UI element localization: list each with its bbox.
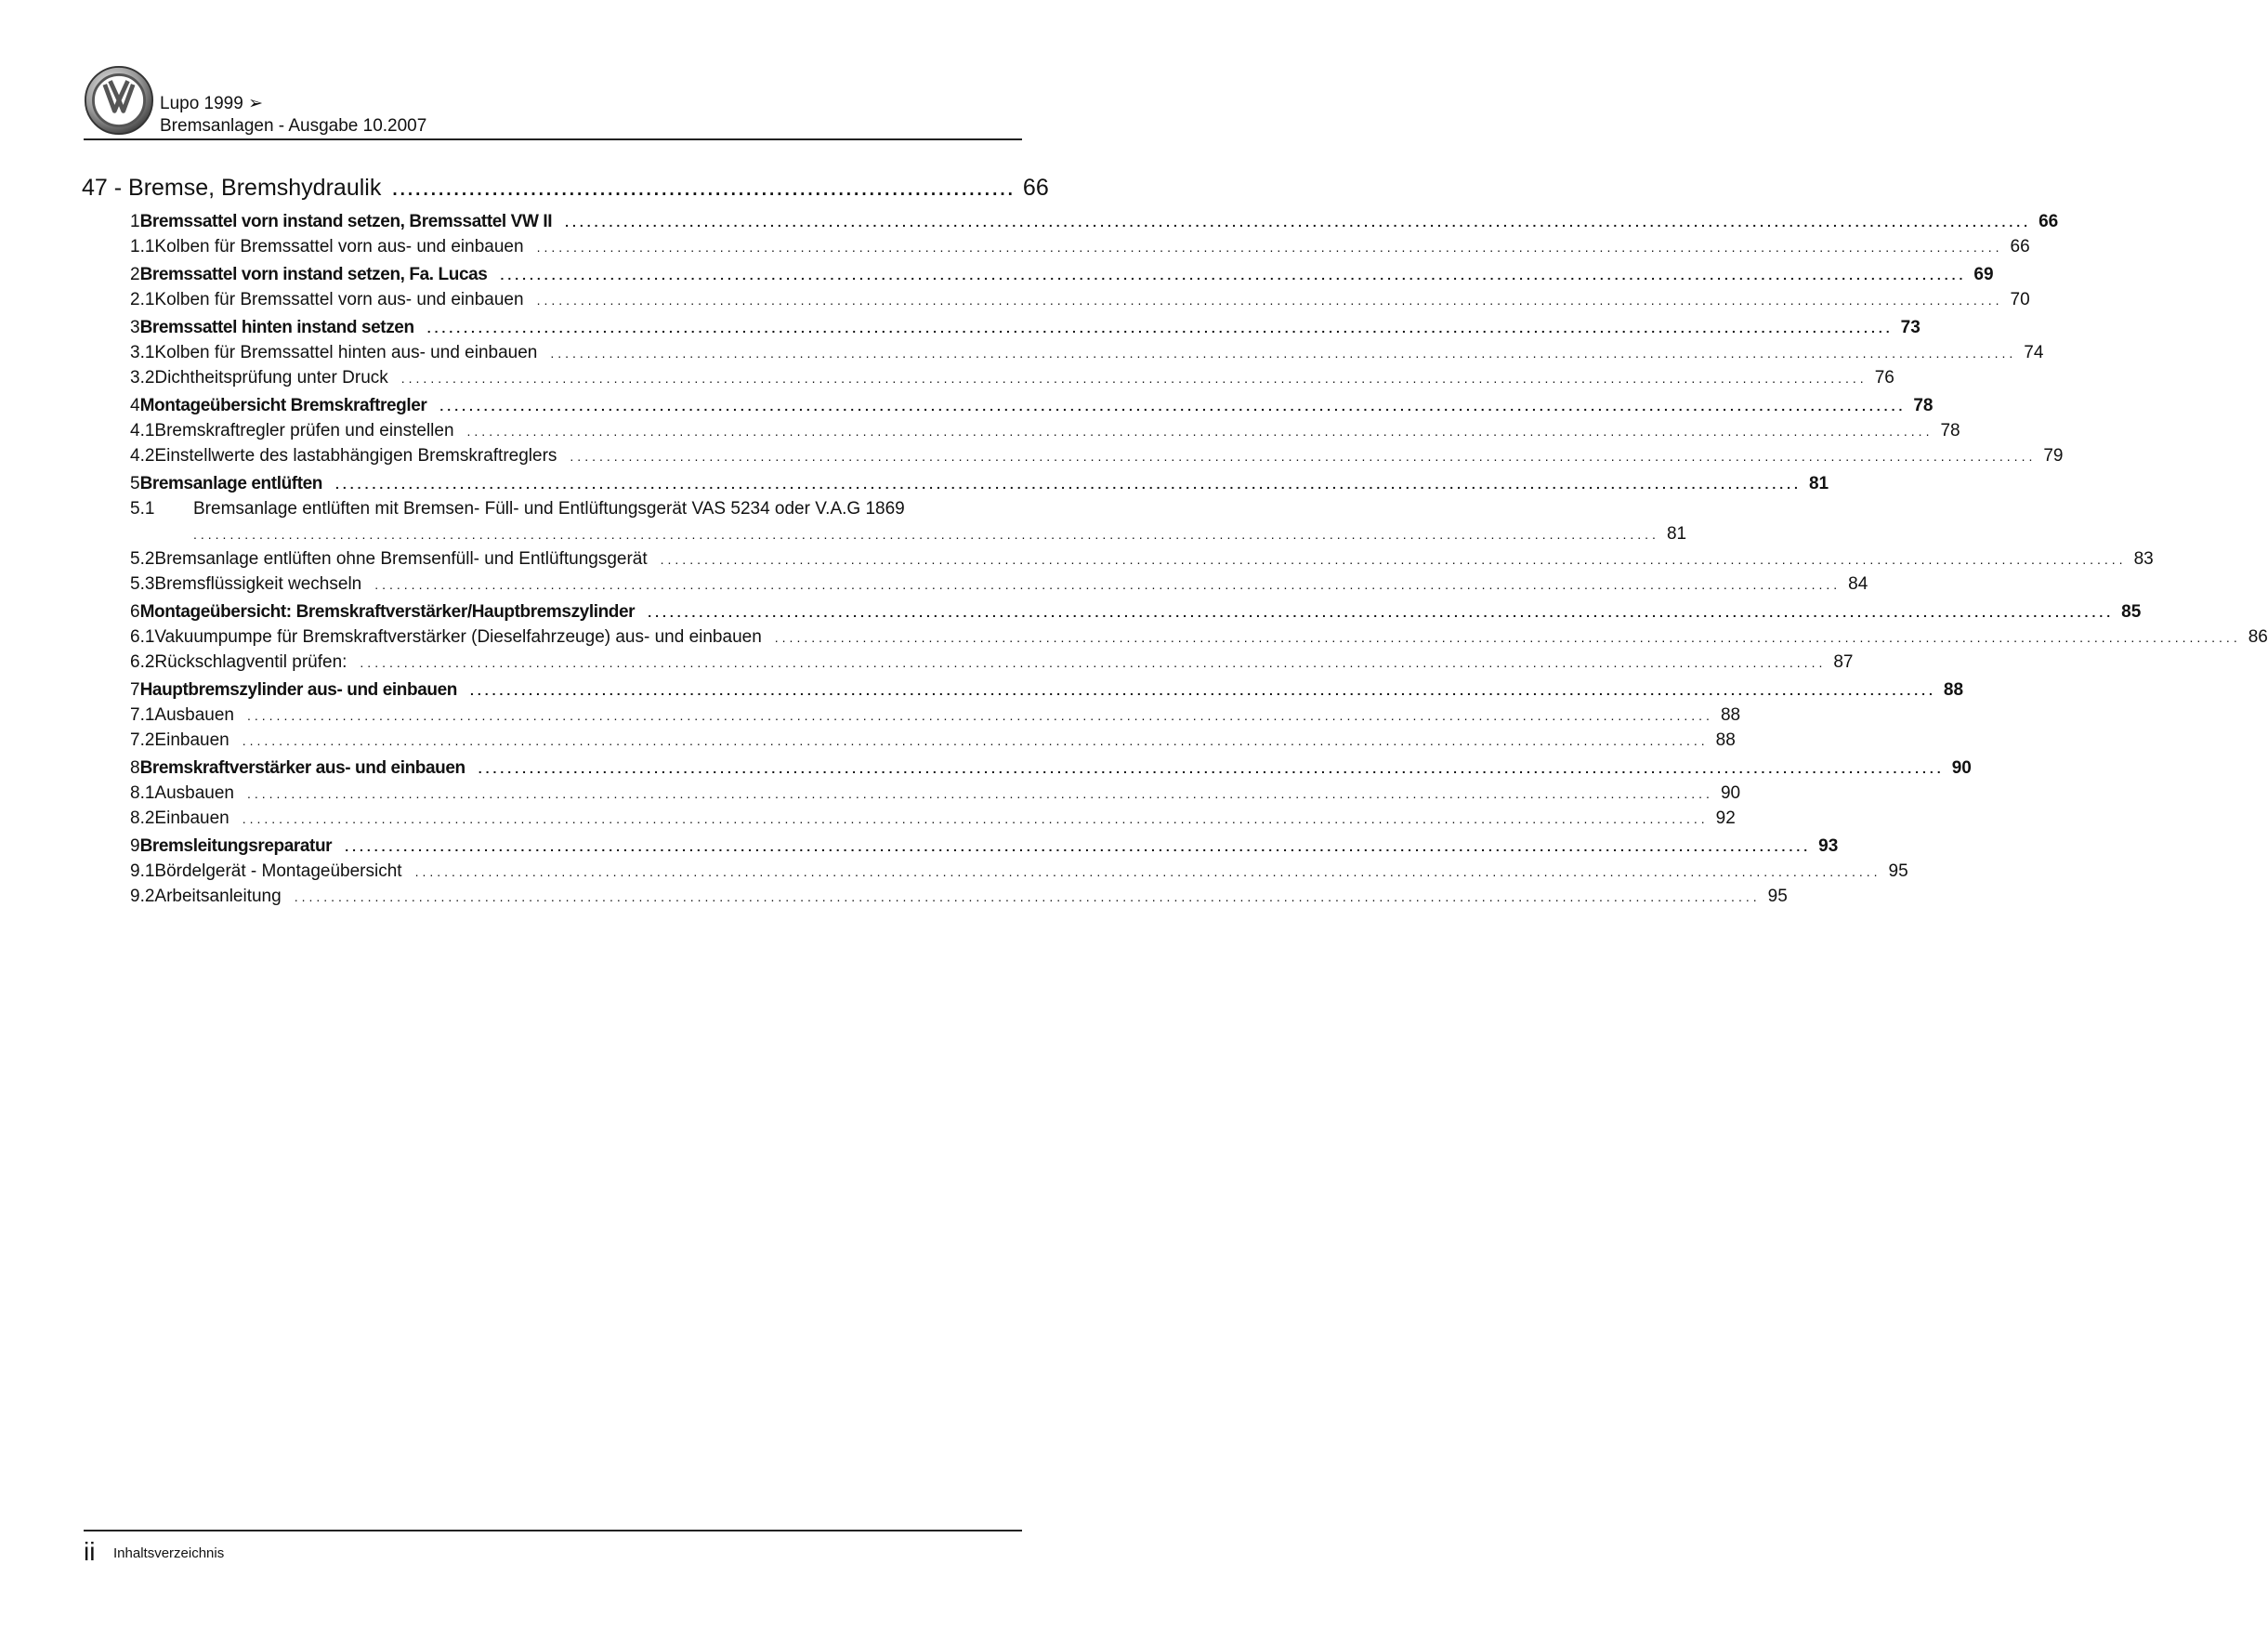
dot-leader: ........................................................................................................................................................................................................ xyxy=(345,839,1812,854)
entry-title: Ausbauen xyxy=(154,705,234,725)
header-subtitle: Bremsanlagen - Ausgabe 10.2007 xyxy=(160,116,427,136)
dot-leader: ........................................................................................................................................................................................................ xyxy=(648,605,2115,620)
chapter-title: 47 - Bremse, Bremshydraulik xyxy=(82,175,382,201)
toc-subsection[interactable] xyxy=(82,446,2064,471)
footer-section: Inhaltsverzeichnis xyxy=(113,1545,225,1561)
entry-number: 2.1 xyxy=(130,290,155,309)
toc-subsection[interactable] xyxy=(82,783,1741,808)
dot-leader: ........................................................................................................................................................................................................ xyxy=(247,708,1713,723)
entry-page: 92 xyxy=(1715,808,1736,828)
dot-leader: ........................................................................................................................................................................................................ xyxy=(242,733,1709,748)
entry-number: 5 xyxy=(130,474,140,493)
dot-leader: ........................................................................................................................................................................................................ xyxy=(242,811,1709,826)
dot-leader: ........................................................................................................................................................................................................ xyxy=(439,399,1907,414)
entry-number: 9 xyxy=(130,836,140,856)
toc-subsection[interactable] xyxy=(82,627,2268,652)
entry-title: Montageübersicht: Bremskraftverstärker/Hauptbremszylinder xyxy=(139,602,636,622)
header-model: Lupo 1999 ➢ xyxy=(160,94,264,113)
entry-number: 9.2 xyxy=(130,887,155,906)
entry-page: 70 xyxy=(2010,290,2030,309)
entry-title: Kolben für Bremssattel vorn aus- und einbauen xyxy=(154,237,524,256)
chapter-page: 66 xyxy=(1022,175,1049,201)
entry-title: Bremssattel vorn instand setzen, Fa. Lucas xyxy=(139,265,488,284)
entry-number: 4.1 xyxy=(130,421,155,440)
toc-subsection[interactable] xyxy=(82,549,2154,574)
entry-title: Bremssattel vorn instand setzen, Bremssattel VW II xyxy=(139,212,553,231)
entry-number: 5.3 xyxy=(130,574,155,594)
entry-title: Kolben für Bremssattel hinten aus- und einbauen xyxy=(154,343,538,362)
entry-page: 88 xyxy=(1715,730,1736,750)
toc-subsection[interactable] xyxy=(82,861,1908,887)
entry-title: Bremsflüssigkeit wechseln xyxy=(154,574,362,594)
entry-number: 7 xyxy=(130,680,140,700)
entry-page: 84 xyxy=(1848,574,1868,594)
toc-section[interactable] xyxy=(82,318,1921,343)
toc-section[interactable] xyxy=(82,396,1934,421)
entry-number: 5.2 xyxy=(130,549,155,569)
toc-section[interactable] xyxy=(82,758,1972,783)
entry-title: Vakuumpumpe für Bremskraftverstärker (Dieselfahrzeuge) aus- und einbauen xyxy=(154,627,762,647)
toc-section[interactable] xyxy=(82,602,2142,627)
entry-number: 8.1 xyxy=(130,783,155,803)
header-text xyxy=(160,93,426,138)
toc-subsection[interactable] xyxy=(82,237,2030,262)
entry-title: Hauptbremszylinder aus- und einbauen xyxy=(139,680,457,700)
dot-leader: ........................................................................................................................................................................................................ xyxy=(294,889,1761,904)
toc-entry[interactable] xyxy=(82,499,1687,549)
entry-page: 81 xyxy=(1808,474,1829,493)
entry-page: 79 xyxy=(2043,446,2064,466)
entry-page: 90 xyxy=(1720,783,1741,803)
dot-leader: ........................................................................................................................................................................................................ xyxy=(478,761,1945,776)
entry-title: Bördelgerät - Montageübersicht xyxy=(154,861,402,881)
toc-subsection[interactable] xyxy=(82,730,1736,756)
entry-page: 76 xyxy=(1874,368,1894,388)
table-of-contents xyxy=(82,175,2268,912)
dot-leader: ........................................................................................................................................................................................................ xyxy=(414,864,1881,879)
entry-title: Kolben für Bremssattel vorn aus- und einbauen xyxy=(154,290,524,309)
entry-page: 95 xyxy=(1888,861,1908,881)
entry-title: Bremskraftregler prüfen und einstellen xyxy=(154,421,454,440)
toc-section[interactable] xyxy=(82,265,1994,290)
toc-subsection[interactable] xyxy=(82,290,2030,315)
page-footer xyxy=(84,1530,1022,1567)
entry-number: 7.1 xyxy=(130,705,155,725)
dot-leader: ........................................................................................................................................................................................................ xyxy=(550,346,2017,361)
entry-page: 66 xyxy=(2039,212,2059,231)
entry-title: Einbauen xyxy=(154,730,229,750)
entry-page: 81 xyxy=(1666,524,1687,544)
toc-chapter[interactable] xyxy=(82,175,1049,212)
footer-divider xyxy=(84,1530,1022,1531)
dot-leader: ................................................................................. xyxy=(392,180,1016,200)
entry-page: 69 xyxy=(1973,265,1994,284)
dot-leader: ........................................................................................................................................................................................................ xyxy=(247,786,1713,801)
entry-number: 6.2 xyxy=(130,652,155,672)
entry-number: 8 xyxy=(130,758,140,778)
toc-subsection[interactable] xyxy=(82,421,1960,446)
entry-number: 9.1 xyxy=(130,861,155,881)
entry-number: 3.1 xyxy=(130,343,155,362)
entry-number: 6.1 xyxy=(130,627,155,647)
entry-title: Montageübersicht Bremskraftregler xyxy=(139,396,427,415)
toc-subsection[interactable] xyxy=(82,887,1788,912)
entry-page: 93 xyxy=(1818,836,1839,856)
dot-leader: ........................................................................................................................................................................................................ xyxy=(536,240,2003,255)
toc-entries xyxy=(82,212,2268,912)
entry-page: 78 xyxy=(1940,421,1960,440)
dot-leader: ........................................................................................................................................................................................................ xyxy=(660,552,2127,567)
entry-title: Bremsleitungsreparatur xyxy=(139,836,333,856)
entry-number: 6 xyxy=(130,602,140,622)
toc-subsection[interactable] xyxy=(82,705,1741,730)
footer-page-number: ii xyxy=(84,1537,96,1566)
toc-section[interactable] xyxy=(82,474,1829,499)
toc-subsection[interactable] xyxy=(82,808,1736,834)
toc-subsection[interactable] xyxy=(82,652,1854,677)
entry-page: 73 xyxy=(1900,318,1921,337)
entry-title: Bremsanlage entlüften ohne Bremsenfüll- und Entlüftungsgerät xyxy=(154,549,648,569)
entry-number: 7.2 xyxy=(130,730,155,750)
toc-subsection[interactable] xyxy=(82,343,2044,368)
entry-number: 3.2 xyxy=(130,368,155,388)
toc-subsection[interactable] xyxy=(82,368,1894,393)
dot-leader: ........................................................................................................................................................................................................ xyxy=(335,477,1802,492)
entry-page: 95 xyxy=(1767,887,1788,906)
entry-number: 5.1 xyxy=(130,499,155,519)
page-header xyxy=(84,65,1022,139)
dot-leader: ........................................................................................................................................................................................................ xyxy=(774,630,2241,645)
toc-section[interactable] xyxy=(82,680,1964,705)
entry-page: 88 xyxy=(1720,705,1741,725)
toc-section[interactable] xyxy=(82,212,2059,237)
entry-title: Bremsanlage entlüften mit Bremsen- Füll- und Entlüftungsgerät VAS 5234 oder V.A.G 1869 xyxy=(193,499,905,519)
entry-page: 88 xyxy=(1943,680,1964,700)
entry-page: 74 xyxy=(2024,343,2044,362)
entry-page: 87 xyxy=(1833,652,1854,672)
dot-leader: ........................................................................................................................................................................................................ xyxy=(565,215,2032,230)
entry-page: 66 xyxy=(2010,237,2030,256)
entry-title: Bremssattel hinten instand setzen xyxy=(139,318,414,337)
entry-page: 90 xyxy=(1951,758,1972,778)
dot-leader: ........................................................................................................................................................................................................ xyxy=(360,655,1827,670)
dot-leader: ........................................................................................................................................................................................................ xyxy=(536,293,2003,308)
dot-leader: ........................................................................................................................................................................................................ xyxy=(466,424,1934,439)
entry-title: Ausbauen xyxy=(154,783,234,803)
dot-leader: ........................................................................................................................................................................................................ xyxy=(426,321,1894,335)
entry-page: 86 xyxy=(2248,627,2268,647)
entry-page: 83 xyxy=(2133,549,2154,569)
entry-title: Einstellwerte des lastabhängigen Bremskraftreglers xyxy=(154,446,557,466)
entry-number: 4.2 xyxy=(130,446,155,466)
entry-number: 1 xyxy=(130,212,140,231)
entry-number: 4 xyxy=(130,396,140,415)
vw-logo-icon xyxy=(84,65,154,136)
entry-number: 8.2 xyxy=(130,808,155,828)
dot-leader: ........................................................................................................................................................................................................ xyxy=(400,371,1868,386)
entry-title: Bremskraftverstärker aus- und einbauen xyxy=(139,758,465,778)
entry-title: Einbauen xyxy=(154,808,229,828)
dot-leader: ........................................................................................................................................................................................................ xyxy=(193,527,1659,542)
entry-title: Bremsanlage entlüften xyxy=(139,474,323,493)
entry-page: 85 xyxy=(2121,602,2142,622)
dot-leader: ........................................................................................................................................................................................................ xyxy=(570,449,2037,464)
toc-subsection[interactable] xyxy=(82,574,1868,599)
entry-number: 2 xyxy=(130,265,140,284)
dot-leader: ........................................................................................................................................................................................................ xyxy=(500,268,1967,283)
entry-title: Rückschlagventil prüfen: xyxy=(154,652,347,672)
entry-number: 3 xyxy=(130,318,140,337)
dot-leader: ........................................................................................................................................................................................................ xyxy=(374,577,1842,592)
entry-title: Dichtheitsprüfung unter Druck xyxy=(154,368,388,388)
header-divider xyxy=(84,138,1022,140)
entry-number: 1.1 xyxy=(130,237,155,256)
dot-leader: ........................................................................................................................................................................................................ xyxy=(469,683,1936,698)
toc-section[interactable] xyxy=(82,836,1839,861)
entry-title: Arbeitsanleitung xyxy=(154,887,282,906)
entry-page: 78 xyxy=(1913,396,1934,415)
